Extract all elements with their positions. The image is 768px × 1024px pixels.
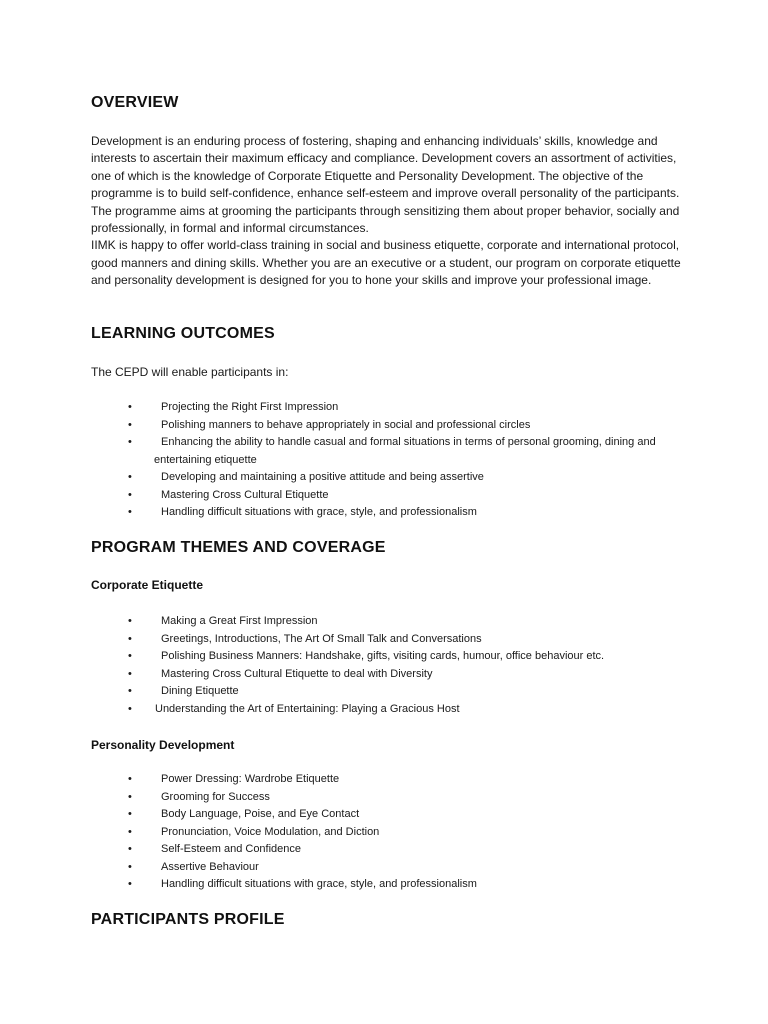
list-item-text: Handling difficult situations with grace, style, and professionalism bbox=[161, 506, 477, 518]
list-item-text: Developing and maintaining a positive attitude and being assertive bbox=[161, 471, 484, 483]
list-item-text: Enhancing the ability to handle casual and formal situations in terms of personal grooming, dining and bbox=[161, 436, 656, 448]
list-item bbox=[0, 876, 768, 894]
list-item bbox=[0, 859, 768, 877]
list-item-text: Greetings, Introductions, The Art Of Small Talk and Conversations bbox=[161, 632, 482, 645]
list-item bbox=[0, 399, 768, 417]
program-themes-heading: PROGRAM THEMES AND COVERAGE bbox=[91, 539, 386, 556]
list-item-text: Dining Etiquette bbox=[161, 685, 239, 697]
list-item bbox=[0, 841, 768, 859]
overview-body bbox=[91, 133, 691, 290]
overview-paragraph-1: Development is an enduring process of fostering, shaping and enhancing individuals’ skills, knowledge and interests to ascertain their maximum efficacy and compliance. Development covers an assortment of activities, one of which is the knowledge of Corporate Etiquette and Personality Development. The objective of the programme is to build self-confidence, enhance self-esteem and improve overall personality of the participants. The programme aims at grooming the participants through sensitizing them about proper behavior, socially and professionally, in formal and informal circumstances. bbox=[91, 134, 680, 236]
bullet-icon: • bbox=[128, 878, 132, 890]
list-item bbox=[0, 487, 768, 505]
learning-outcomes-intro: The CEPD will enable participants in: bbox=[91, 365, 289, 379]
list-item bbox=[0, 648, 768, 666]
list-item bbox=[0, 469, 768, 487]
bullet-icon: • bbox=[128, 685, 132, 697]
list-item-continuation: entertaining etiquette bbox=[154, 453, 257, 466]
bullet-icon: • bbox=[128, 825, 132, 838]
list-item-text: Making a Great First Impression bbox=[161, 615, 318, 627]
bullet-icon: • bbox=[128, 632, 132, 645]
list-item-text: Handling difficult situations with grace, style, and professionalism bbox=[161, 878, 477, 890]
list-item bbox=[0, 701, 768, 719]
list-item-text: Grooming for Success bbox=[161, 790, 270, 803]
list-item-text: Understanding the Art of Entertaining: Playing a Gracious Host bbox=[155, 702, 460, 715]
list-item-text: Self-Esteem and Confidence bbox=[161, 843, 302, 855]
bullet-icon: • bbox=[128, 843, 132, 855]
overview-paragraph-2: IIMK is happy to offer world-class training in social and business etiquette, corporate and international protocol, good manners and dining skills. Whether you are an executive or a student, our program on corporate etiquette and personality development is designed for you to hone your skills and improve your professional image. bbox=[91, 238, 681, 288]
list-item-text: Polishing manners to behave appropriately in social and professional circles bbox=[161, 418, 531, 431]
list-item bbox=[0, 789, 768, 807]
bullet-icon: • bbox=[128, 650, 132, 662]
bullet-icon: • bbox=[128, 436, 132, 448]
list-item-text: Pronunciation, Voice Modulation, and Diction bbox=[161, 825, 380, 838]
corporate-etiquette-list bbox=[0, 613, 768, 718]
bullet-icon: • bbox=[128, 488, 132, 501]
personality-development-list bbox=[0, 771, 768, 894]
bullet-icon: • bbox=[128, 860, 132, 873]
bullet-icon: • bbox=[128, 418, 132, 431]
corporate-etiquette-heading: Corporate Etiquette bbox=[91, 578, 204, 592]
list-item-text: Mastering Cross Cultural Etiquette to deal with Diversity bbox=[161, 667, 433, 680]
bullet-icon: • bbox=[128, 702, 132, 715]
list-item bbox=[0, 666, 768, 684]
bullet-icon: • bbox=[128, 471, 132, 483]
list-item-text: Polishing Business Manners: Handshake, gifts, visiting cards, humour, office behaviour etc. bbox=[161, 650, 605, 662]
list-item-text: Assertive Behaviour bbox=[161, 860, 259, 873]
bullet-icon: • bbox=[128, 808, 132, 820]
bullet-icon: • bbox=[128, 506, 132, 518]
bullet-icon: • bbox=[128, 790, 132, 803]
personality-development-heading: Personality Development bbox=[91, 738, 235, 752]
list-item bbox=[0, 683, 768, 701]
list-item bbox=[0, 806, 768, 824]
list-item-text: Body Language, Poise, and Eye Contact bbox=[161, 808, 360, 820]
bullet-icon: • bbox=[128, 667, 132, 680]
bullet-icon: • bbox=[128, 615, 132, 627]
list-item bbox=[0, 613, 768, 631]
list-item-text: Projecting the Right First Impression bbox=[161, 401, 339, 413]
participants-profile-heading: PARTICIPANTS PROFILE bbox=[91, 911, 285, 928]
overview-heading: OVERVIEW bbox=[91, 94, 179, 111]
list-item-text: Mastering Cross Cultural Etiquette bbox=[161, 488, 329, 501]
learning-outcomes-list bbox=[0, 399, 768, 522]
list-item-text: Power Dressing: Wardrobe Etiquette bbox=[161, 773, 340, 785]
list-item bbox=[0, 417, 768, 435]
list-item bbox=[0, 504, 768, 522]
list-item bbox=[0, 824, 768, 842]
bullet-icon: • bbox=[128, 401, 132, 413]
bullet-icon: • bbox=[128, 773, 132, 785]
list-item bbox=[0, 631, 768, 649]
list-item bbox=[0, 771, 768, 789]
learning-outcomes-heading: LEARNING OUTCOMES bbox=[91, 325, 275, 342]
list-item bbox=[0, 434, 768, 469]
